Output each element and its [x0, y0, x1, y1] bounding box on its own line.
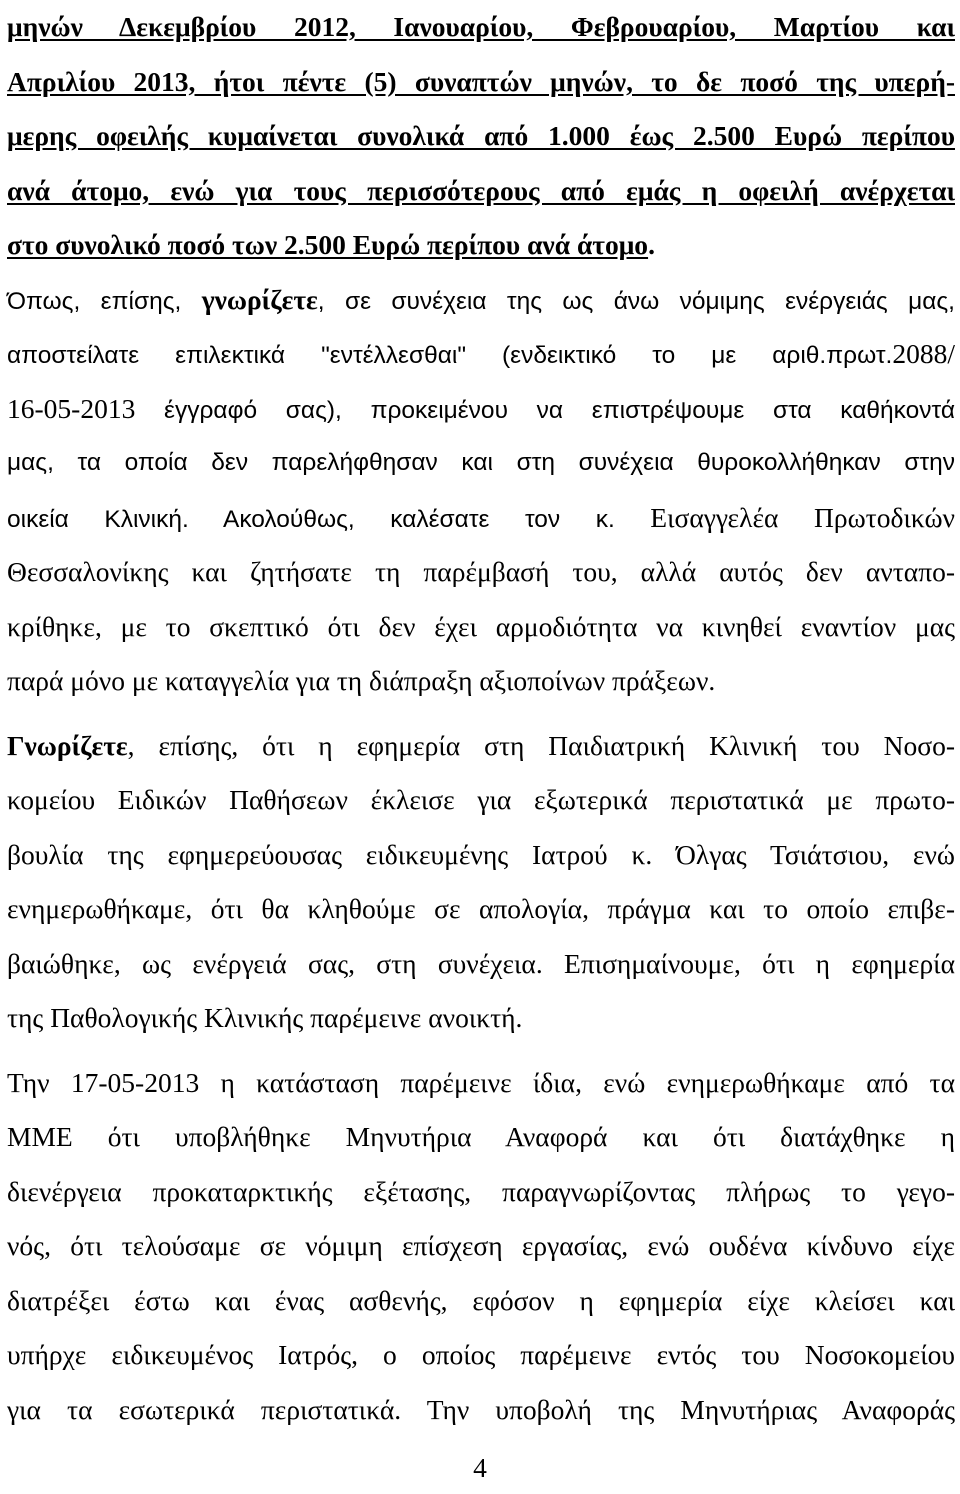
text-run: οικεία Κλινική. Ακολούθως, καλέσατε τον κ. [7, 505, 651, 533]
text-line: κομείου Ειδικών Παθήσεων έκλεισε για εξωτερικά περιστατικά με πρωτο- [7, 784, 955, 815]
text-line [7, 218, 955, 273]
text-run: . [648, 229, 655, 260]
text-line: υπήρχε ειδικευμένος Ιατρός, ο οποίος παρέμεινε εντός του Νοσοκομείου [7, 1339, 955, 1370]
paragraph-complaint [7, 1056, 955, 1438]
text-line: διατρέξει έστω και ένας ασθενής, εφόσον η εφημερία είχε κλείσει και [7, 1284, 955, 1316]
text-line: Την 17-05-2013 η κατάσταση παρέμεινε ίδια, ενώ ενημερωθήκαμε από τα [7, 1066, 955, 1098]
text-line: μας, τα οποία δεν παρελήφθησαν και στη συνέχεια θυροκολλήθηκαν στην [7, 449, 955, 476]
text-line: νός, ότι τελούσαμε σε νόμιμη επίσχεση εργασίας, ενώ ουδένα κίνδυνο είχε [7, 1230, 955, 1261]
page-number: 4 [473, 1452, 487, 1483]
text-line: ανά άτομο, ενώ για τους περισσότερους από εμάς η οφειλή ανέρχεται [7, 174, 955, 206]
text-run: Εισαγγελέα Πρωτοδικών [650, 501, 955, 533]
text-line: για τα εσωτερικά περιστατικά. Την υποβολή της Μηνυτήριας Αναφοράς [7, 1393, 955, 1425]
text-run: αποστείλατε επιλεκτικά "εντέλλεσθαι" (ενδεικτικό το με αριθ.πρωτ. [7, 342, 893, 369]
text-run: 16-05-2013 [7, 392, 136, 424]
document-page [7, 0, 955, 1437]
text-line [7, 273, 955, 328]
text-line: κρίθηκε, με το σκεπτικό ότι δεν έχει αρμοδιότητα να κινηθεί εναντίον μας [7, 610, 955, 642]
text-line: ενημερωθήκαμε, ότι θα κληθούμε σε απολογία, πράγμα και το οποίο επιβε- [7, 893, 955, 924]
text-line: παρά μόνο με καταγγελία για τη διάπραξη αξιοποίνων πράξεων. [7, 665, 716, 696]
text-line: μηνών Δεκεμβρίου 2012, Ιανουαρίου, Φεβρουαρίου, Μαρτίου και [7, 11, 955, 42]
text-line: βουλία της εφημερεύουσας ειδικευμένης Ιατρού κ. Όλγας Τσιάτσιου, ενώ [7, 838, 955, 870]
text-line [7, 327, 955, 382]
paragraph-debt-amounts [7, 0, 955, 273]
paragraph-gap [7, 1046, 955, 1056]
text-line: Απριλίου 2013, ήτοι πέντε (5) συναπτών μηνών, το δε ποσό της υπερή- [7, 65, 955, 97]
text-line: μερης οφειλής κυμαίνεται συνολικά από 1.000 έως 2.500 Ευρώ περίπου [7, 120, 955, 151]
text-run: στο συνολικό ποσό των 2.500 Ευρώ περίπου ανά άτομο [7, 229, 649, 260]
text-line [7, 491, 955, 546]
text-run: έγγραφό σας), προκειμένου να επιστρέψουμε στα καθήκοντά [135, 396, 955, 424]
text-run: 2088/ [892, 338, 955, 369]
text-run: , σε συνέχεια της ως άνω νόμιμης ενέργειάς μας, [317, 287, 955, 315]
text-run: γνωρίζετε [201, 283, 318, 315]
text-line: της Παθολογικής Κλινικής παρέμεινε ανοικτή. [7, 1002, 523, 1033]
text-run: , επίσης, ότι η εφημερία στη Παιδιατρική Κλινική του Νοσο- [127, 729, 955, 761]
text-line [7, 719, 955, 774]
text-run: Γνωρίζετε [7, 729, 128, 761]
text-line: βαιώθηκε, ως ενέργειά σας, στη συνέχεια. Επισημαίνουμε, ότι η εφημερία [7, 947, 955, 979]
text-line [7, 382, 955, 437]
text-line: ΜΜΕ ότι υποβλήθηκε Μηνυτήρια Αναφορά και ότι διατάχθηκε η [7, 1121, 955, 1152]
paragraph-pediatric-clinic [7, 719, 955, 1046]
paragraph-gap [7, 709, 955, 719]
text-line: διενέργεια προκαταρκτικής εξέτασης, παραγνωρίζοντας πλήρως το γεγο- [7, 1175, 955, 1207]
text-line: Θεσσαλονίκης και ζητήσατε τη παρέμβασή του, αλλά αυτός δεν ανταπο- [7, 556, 955, 587]
paragraph-order-letter [7, 273, 955, 709]
text-run: Όπως, επίσης, [7, 287, 202, 315]
